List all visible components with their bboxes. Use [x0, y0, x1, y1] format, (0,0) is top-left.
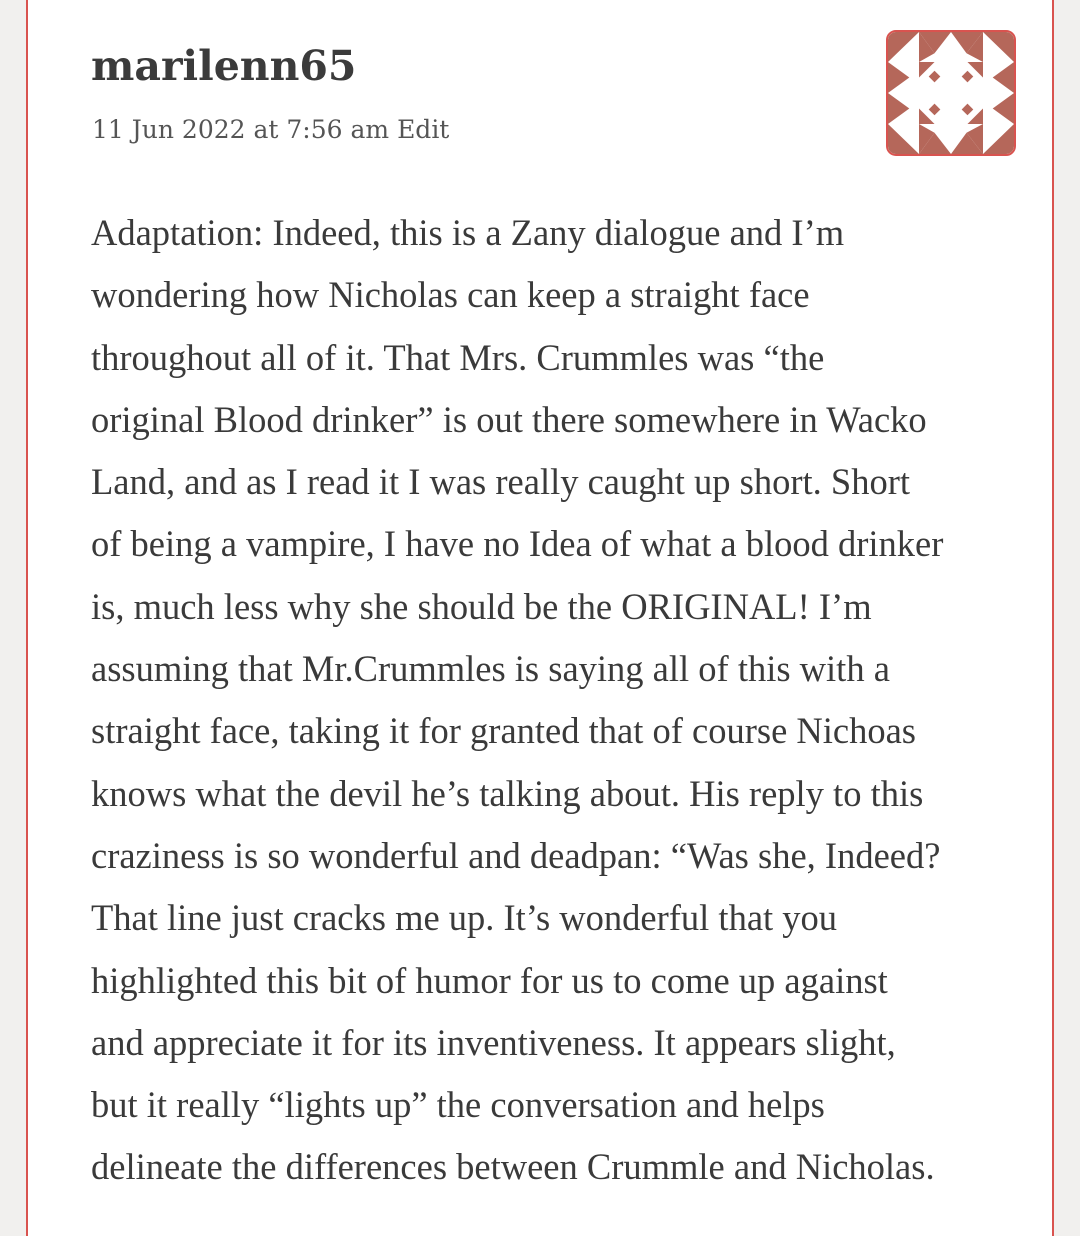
comment-author[interactable]: marilenn65 [91, 42, 357, 90]
comment-meta [92, 114, 449, 146]
identicon-avatar-icon [888, 32, 1014, 154]
avatar[interactable] [886, 30, 1016, 156]
comment-body: Adaptation: Indeed, this is a Zany dialogue and I’m wondering how Nicholas can keep a straight face throughout all of it. That Mrs. Crummles was “the original Blood drinker” is out there somewhere in Wacko Land, and as I read it I was really caught up short. Short of being a vampire, I have no Idea of what a blood drinker is, much less why she should be the ORIGINAL! I’m assuming that Mr.Crummles is saying all of this with a straight face, taking it for granted that of course Nichoas knows what the devil he’s talking about. His reply to this craziness is so wonderful and deadpan: “Was she, Indeed? That line just cracks me up. It’s wonderful that you highlighted this bit of humor for us to come up against and appreciate it for its inventiveness. It appears slight, but it really “lights up” the conversation and helps delineate the differences between Crummle and Nicholas. [91, 212, 944, 1188]
comment-card [26, 0, 1054, 1236]
comment-timestamp[interactable]: 11 Jun 2022 at 7:56 am [92, 115, 390, 144]
edit-link[interactable]: Edit [397, 115, 450, 144]
